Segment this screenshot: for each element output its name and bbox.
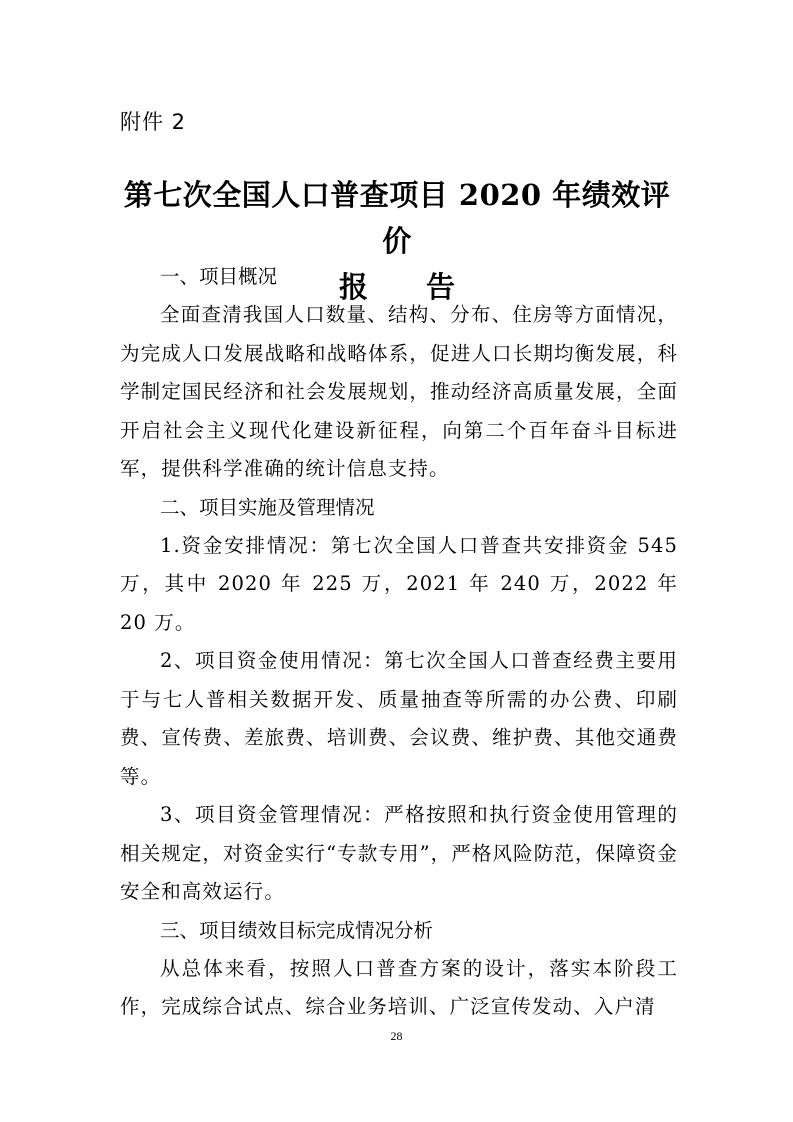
title-line-1: 第七次全国人口普查项目 2020 年绩效评价 [123, 178, 671, 258]
section-heading-implementation: 二、项目实施及管理情况 [160, 495, 375, 519]
section-heading-performance: 三、项目绩效目标完成情况分析 [160, 918, 434, 942]
paragraph-funding-usage: 2、项目资金使用情况：第七次全国人口普查经费主要用于与七人普相关数据开发、质量抽查等所需的办公费、印刷费、宣传费、差旅费、培训费、会议费、维护费、其他交通费等。 [120, 649, 678, 788]
attachment-label: 附件 2 [120, 110, 187, 134]
paragraph-overview: 全面查清我国人口数量、结构、分布、住房等方面情况，为完成人口发展战略和战略体系，促进人口长期均衡发展，科学制定国民经济和社会发展规划，推动经济高质量发展，全面开启社会主义现代化建设新征程，向第二个百年奋斗目标进军，提供科学准确的统计信息支持。 [120, 303, 678, 480]
title-line-2: 报告 [338, 270, 513, 304]
document-body [120, 258, 678, 1027]
section-heading-overview: 一、项目概况 [160, 265, 278, 288]
paragraph-performance: 从总体来看，按照人口普查方案的设计，落实本阶段工作，完成综合试点、综合业务培训、广泛宣传发动、入户清 [120, 956, 678, 1018]
paragraph-funding-arrangement: 1.资金安排情况：第七次全国人口普查共安排资金 545 万，其中 2020 年 225 万，2021 年 240 万，2022 年 20 万。 [120, 533, 678, 634]
page-number: 28 [390, 1029, 403, 1043]
paragraph-funding-management: 3、项目资金管理情况：严格按照和执行资金使用管理的相关规定，对资金实行“专款专用”，严格风险防范，保障资金安全和高效运行。 [120, 803, 678, 903]
